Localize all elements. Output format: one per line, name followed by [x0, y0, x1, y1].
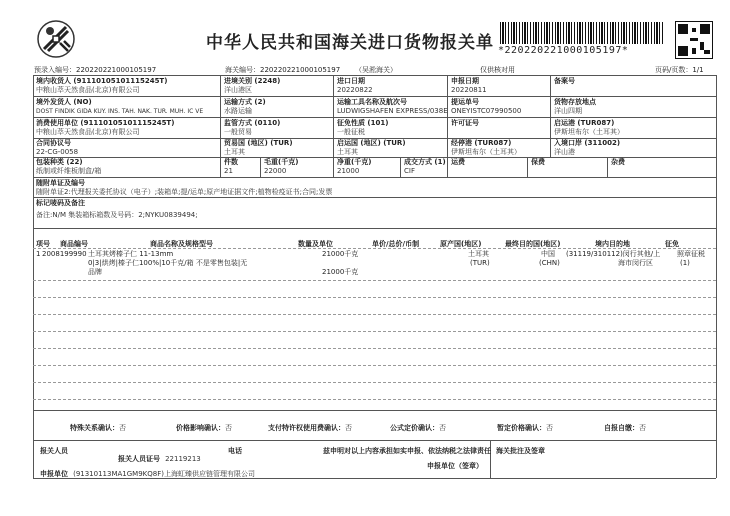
customs-note-label: 海关批注及签章 [496, 447, 545, 455]
entry-port-label: 进境关别 (2248) [224, 77, 281, 85]
remarks-label: 标记唛码及备注 [36, 199, 85, 207]
transport-mode-value: 水路运输 [224, 107, 252, 115]
levy-nature-label: 征免性质 (101) [337, 119, 389, 127]
barcode [500, 22, 664, 44]
supervision-mode-value: 一般贸易 [224, 128, 252, 136]
qr-code-icon [675, 21, 713, 59]
vessel-label: 运输工具名称及航次号 [337, 98, 407, 106]
gross-weight-value: 22000 [264, 167, 287, 175]
storage-location-label: 货物存放地点 [554, 98, 596, 106]
goods-item-levy-line1: 照章征税 [677, 250, 705, 258]
declarant-cert-value: 22119213 [165, 455, 201, 463]
goods-item-destination-line2: (CHN) [539, 259, 560, 267]
provisional-price-value: 否 [546, 424, 553, 432]
attached-docs-label: 随附单证及编号 [36, 179, 85, 187]
pre-entry-number: 预录入编号：220220221000105197 [34, 66, 157, 74]
origin-country-label: 启运国 (地区) (TUR) [337, 139, 406, 147]
gross-weight-label: 毛重(千克) [264, 158, 299, 166]
declarant-cert-label: 报关人员证号 [118, 455, 160, 463]
trade-country-value: 土耳其 [224, 148, 245, 156]
goods-header-no: 项号 [36, 240, 50, 248]
shipper-label: 境外发货人 (NO) [36, 98, 92, 106]
origin-country-value: 土耳其 [337, 148, 358, 156]
goods-item-levy-line2: (1) [680, 259, 690, 267]
self-tax-label: 自报自缴： [604, 424, 639, 432]
bill-of-lading-label: 提运单号 [451, 98, 479, 106]
pieces-value: 21 [224, 167, 233, 175]
deal-mode-value: CIF [404, 167, 415, 175]
goods-header-code: 商品编号 [60, 240, 88, 248]
via-port-value: 伊斯坦布尔（土耳其） [451, 148, 521, 156]
goods-item-code: 2008199990 [42, 250, 87, 258]
royalty-label: 支付特许权使用费确认： [268, 424, 345, 432]
declarant-label: 报关人员 [40, 447, 68, 455]
goods-header-name: 商品名称及规格型号 [150, 240, 213, 248]
license-label: 许可证号 [451, 119, 479, 127]
price-impact-label: 价格影响确认： [176, 424, 225, 432]
packing-type-label: 包装种类 (22) [36, 158, 83, 166]
declaring-unit-label: 申报单位 [40, 470, 68, 478]
contract-label: 合同协议号 [36, 139, 71, 147]
bill-of-lading-value: ONEYISTC07990500 [451, 107, 522, 115]
misc-fee-label: 杂费 [611, 158, 625, 166]
declaration-statement: 兹申明对以上内容承担如实申报、依法纳税之法律责任 [323, 447, 491, 455]
declaring-unit-value: (91310113MA1GM9KQ8F)上海虹臻供应链管理有限公司 [73, 470, 255, 478]
goods-item-qty2: 21000千克 [322, 268, 359, 276]
special-relation-value: 否 [119, 424, 126, 432]
freight-label: 运费 [451, 158, 465, 166]
goods-item-qty1: 21000千克 [322, 250, 359, 258]
document-title: 中华人民共和国海关进口货物报关单 [206, 33, 494, 53]
entry-place-label: 入境口岸 (311002) [554, 139, 621, 147]
contract-value: 22-CG-0058 [36, 148, 79, 156]
declare-date-value: 20220811 [451, 86, 487, 94]
consignee-label: 境内收货人 (91110105101115245T) [36, 77, 168, 85]
via-port-label: 经停港 (TUR087) [451, 139, 512, 147]
goods-header-price: 单价/总价/币制 [372, 240, 420, 248]
goods-item-domestic-line1: (31119/310112)闵行其他/上 [566, 250, 661, 258]
formula-price-value: 否 [439, 424, 446, 432]
attached-docs-value: 随附单证2:代理报关委托协议（电子）;装箱单;提/运单;原产地证据文件;植物检疫证书;合同;发票 [36, 188, 333, 196]
provisional-price-label: 暂定价格确认： [497, 424, 546, 432]
customs-office: （吴淞海关） [355, 66, 397, 74]
goods-item-domestic-line2: 海市闵行区 [618, 259, 653, 267]
levy-nature-value: 一般征税 [337, 128, 365, 136]
customs-emblem-icon [36, 19, 76, 59]
barcode-text: *220220221000105197* [498, 45, 629, 56]
declare-date-label: 申报日期 [451, 77, 479, 85]
goods-header-origin: 原产国(地区) [440, 240, 482, 248]
remarks-value: 备注:N/M 集装箱标箱数及号码：2;NYKU0839494; [36, 211, 198, 219]
entry-place-value: 洋山港 [554, 148, 575, 156]
deal-mode-label: 成交方式 (1) [404, 158, 446, 166]
import-date-label: 进口日期 [337, 77, 365, 85]
packing-type-value: 纸制或纤维板制盒/箱 [36, 167, 102, 175]
trade-country-label: 贸易国 (地区) (TUR) [224, 139, 293, 147]
formula-price-label: 公式定价确认： [390, 424, 439, 432]
storage-location-value: 洋山四期 [554, 107, 582, 115]
consumer-unit-label: 消费使用单位 (91110105101115245T) [36, 119, 175, 127]
customs-number: 海关编号：220220221000105197 [225, 66, 341, 74]
shipper-value: DOST FINDIK GIDA KUY. INS. TAH. NAK. TUR. MUH. IC VE [36, 108, 204, 115]
consumer-unit-value: 中粮山萃天然食品(北京)有限公司 [36, 128, 140, 136]
self-tax-value: 否 [639, 424, 646, 432]
transport-mode-label: 运输方式 (2) [224, 98, 266, 106]
goods-item-destination-line1: 中国 [541, 250, 555, 258]
vessel-value: LUDWIGSHAFEN EXPRESS/038E [337, 107, 448, 115]
record-number-label: 备案号 [554, 77, 575, 85]
departure-port-value: 伊斯坦布尔（土耳其） [554, 128, 624, 136]
special-relation-label: 特殊关系确认： [70, 424, 119, 432]
supervision-mode-label: 监管方式 (0110) [224, 119, 281, 127]
pieces-label: 件数 [224, 158, 238, 166]
page-count: 页码/页数：1/1 [655, 66, 704, 74]
import-date-value: 20220822 [337, 86, 373, 94]
entry-port-value: 洋山港区 [224, 86, 252, 94]
usage-note: 仅供核对用 [480, 66, 515, 74]
net-weight-value: 21000 [337, 167, 360, 175]
price-impact-value: 否 [225, 424, 232, 432]
goods-header-levy: 征免 [665, 240, 679, 248]
goods-item-no: 1 [36, 250, 41, 258]
net-weight-label: 净重(千克) [337, 158, 372, 166]
insurance-label: 保费 [531, 158, 545, 166]
goods-item-origin-line1: 土耳其 [468, 250, 489, 258]
phone-label: 电话 [228, 447, 242, 455]
consignee-value: 中粮山萃天然食品(北京)有限公司 [36, 86, 140, 94]
goods-item-name-line1: 土耳其烤榛子仁 11-13mm [88, 250, 174, 258]
royalty-value: 否 [345, 424, 352, 432]
declaring-unit-seal-label: 申报单位（签章） [427, 462, 483, 470]
goods-item-origin-line2: (TUR) [470, 259, 490, 267]
goods-item-name-line3: 品牌 [88, 268, 102, 276]
goods-header-domestic: 境内目的地 [595, 240, 630, 248]
goods-item-name-line2: 0|3|烘烤|榛子仁100%|10千克/箱 不是零售包装|无 [88, 259, 248, 267]
goods-header-destination: 最终目的国(地区) [505, 240, 561, 248]
departure-port-label: 启运港 (TUR087) [554, 119, 615, 127]
goods-header-qty: 数量及单位 [298, 240, 333, 248]
